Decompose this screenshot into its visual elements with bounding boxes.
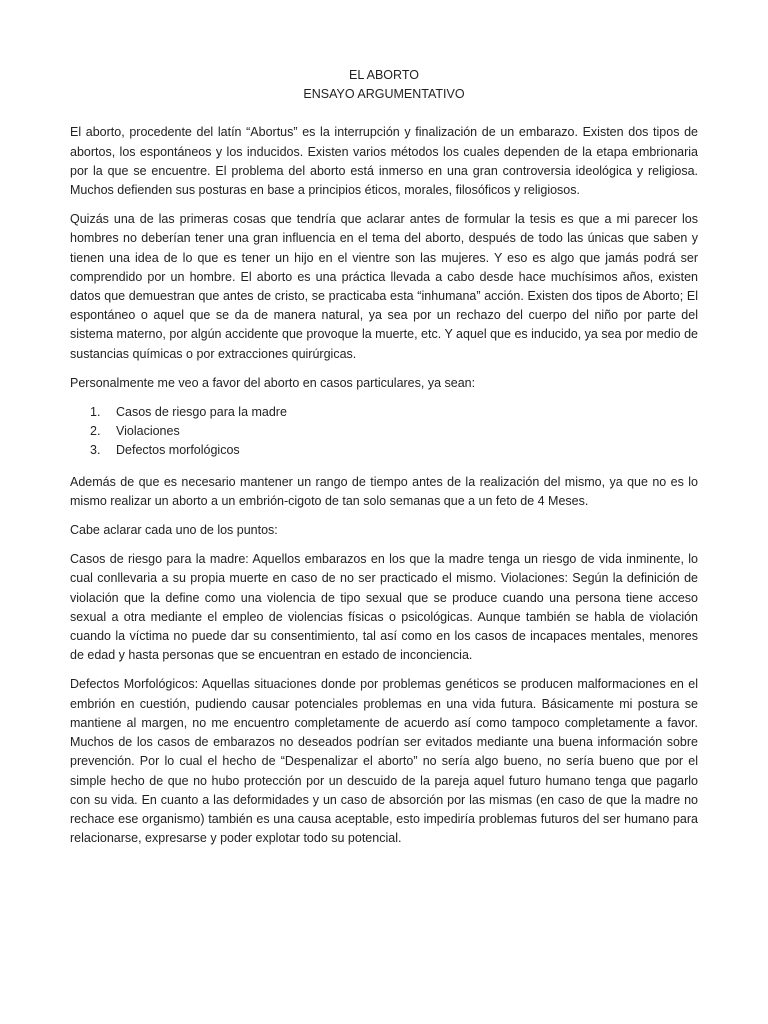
paragraph-clarify: Cabe aclarar cada uno de los puntos: bbox=[70, 523, 278, 538]
list-item-text: Defectos morfológicos bbox=[116, 443, 240, 458]
paragraph-risk-violations: Casos de riesgo para la madre: Aquellos embarazos en los que la madre tenga un riesgo de vida inminente, lo cual conllevaria a su propia muerte en caso de no ser practicado el mismo. Violaciones: Según la definición de violación que la define como una violencia de tipo sexual que se produce cuando una persona tiene acceso sexual a otra mediante el empleo de violencias físicas o psicológicas. Aunque también se habla de violación cuando la víctima no puede dar su consentimiento, tal así como en los casos de incapaces mentales, menores de edad y hasta personas que se encuentran en estado de inconciencia. bbox=[70, 552, 698, 663]
list-item bbox=[70, 422, 698, 441]
paragraph-position: Personalmente me veo a favor del aborto en casos particulares, ya sean: bbox=[70, 375, 476, 390]
list-item-number: 2. bbox=[90, 424, 101, 439]
paragraph-morphological: Defectos Morfológicos: Aquellas situaciones donde por problemas genéticos se producen malformaciones en el embrión en cuestión, pudiendo causar potenciales problemas en una vida futura. Básicamente mi postura se mantiene al margen, no me encuentro completamente de acuerdo así como tampoco completamente a favor. Muchos de los casos de embarazos no deseados podrían ser evitados mediante una buena información sobre prevención. Por lo cual el hecho de “Despenalizar el aborto” no sería algo bueno, no sería bueno que por el simple hecho de que no hubo protección por un descuido de la pareja aquel futuro humano tenga que pagarlo con su vida. En cuanto a las deformidades y un caso de absorción por las mismas (en caso de que la madre no rechace ese organismo) también es una causa aceptable, esto impediría problemas futuros del ser humano para relacionarse, expresarse y poder explotar todo su potencial. bbox=[70, 677, 698, 846]
list-item bbox=[70, 403, 698, 422]
list-item bbox=[70, 441, 698, 460]
document-title: EL ABORTO bbox=[349, 68, 419, 82]
paragraph-thesis: Quizás una de las primeras cosas que tendría que aclarar antes de formular la tesis es que a mi parecer los hombres no deberían tener una gran influencia en el tema del aborto, después de todo las únicas que saben y tienen una idea de lo que es tener un hijo en el vientre son las mujeres. Y eso es algo que jamás podrá ser comprendido por un hombre. El aborto es una práctica llevada a cabo desde hace muchísimos años, existen datos que demuestran que antes de cristo, se practicaba esta “inhumana” acción. Existen dos tipos de Aborto; El espontáneo o aquel que se da de manera natural, ya sea por un rechazo del cuerpo del niño por parte del sistema materno, por algún accidente que provoque la muerte, etc. Y aquel que es inducido, ya sea por medio de sustancias químicas o por extracciones quirúrgicas. bbox=[70, 212, 698, 361]
paragraph-intro: El aborto, procedente del latín “Abortus” es la interrupción y finalización de un embarazo. Existen dos tipos de abortos, los espontáneos y los inducidos. Existen varios métodos los cuales dependen de la etapa embrionaria por la que se encuentre. El problema del aborto está inmerso en una gran controversia ideológica y religiosa. Muchos defienden sus posturas en base a principios éticos, morales, filosóficos y religiosos. bbox=[70, 125, 698, 198]
list-item-number: 3. bbox=[90, 443, 101, 458]
cases-list bbox=[70, 403, 698, 461]
document-body bbox=[70, 66, 698, 858]
paragraph-time-range: Además de que es necesario mantener un rango de tiempo antes de la realización del mismo, ya que no es lo mismo realizar un aborto a un embrión-cigoto de tan solo semanas que a un feto de 4 Meses. bbox=[70, 474, 698, 508]
list-item-text: Violaciones bbox=[116, 424, 180, 439]
list-item-text: Casos de riesgo para la madre bbox=[116, 405, 287, 420]
list-item-number: 1. bbox=[90, 405, 101, 420]
document-subtitle: ENSAYO ARGUMENTATIVO bbox=[303, 87, 465, 102]
